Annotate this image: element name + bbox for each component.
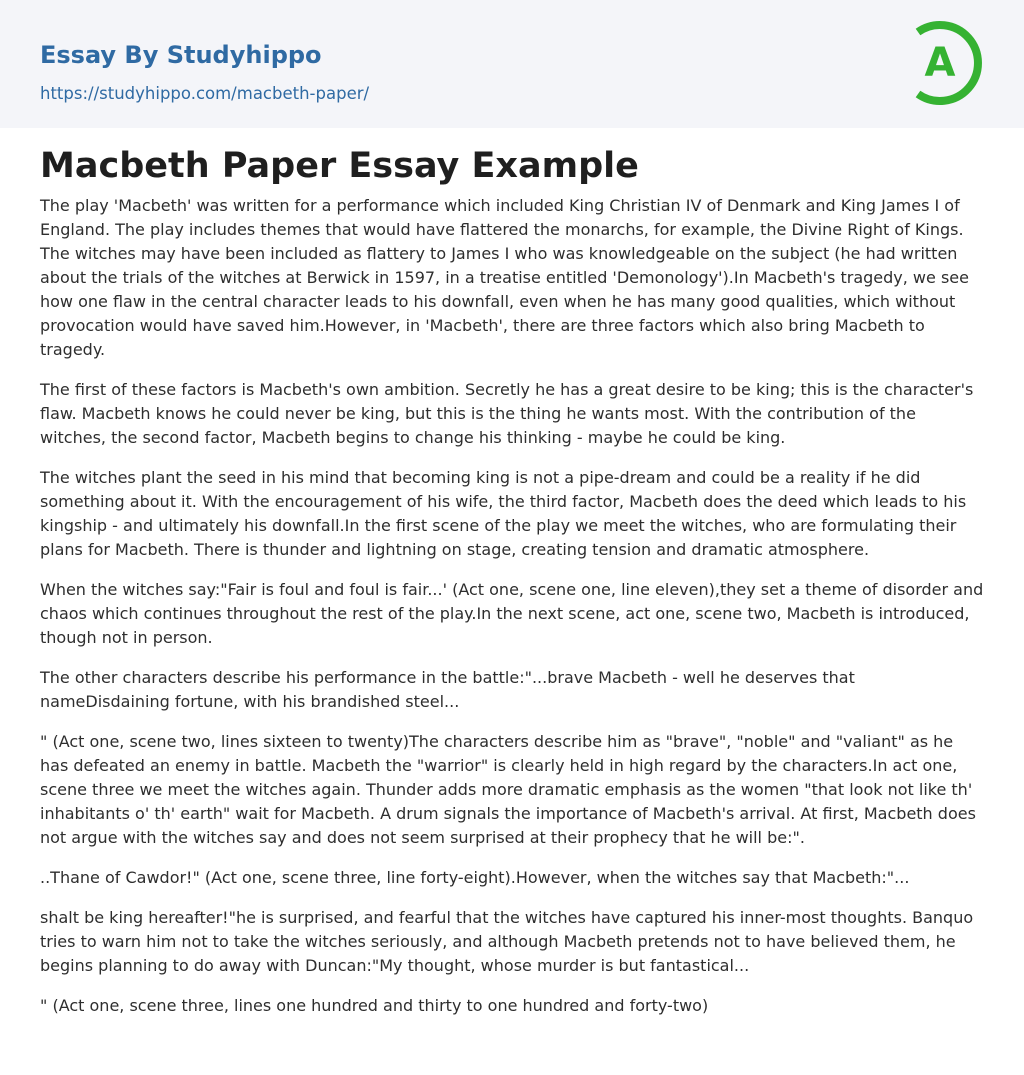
site-header — [0, 0, 1024, 128]
paragraph: The other characters describe his performance in the battle:"...brave Macbeth - well he deserves that nameDisdaining fortune, with his brandished steel... — [40, 668, 855, 711]
paragraph: ..Thane of Cawdor!" (Act one, scene three, line forty-eight).However, when the witches say that Macbeth:"... — [40, 868, 910, 887]
paragraph: When the witches say:"Fair is foul and foul is fair...' (Act one, scene one, line eleven),they set a theme of disorder and chaos which continues throughout the rest of the play.In the next scene, act one, scene two, Macbeth is introduced, though not in person. — [40, 580, 984, 647]
paragraph: shalt be king hereafter!"he is surprised, and fearful that the witches have captured his inner-most thoughts. Banquo tries to warn him not to take the witches seriously, and although Macbeth pretends not to have believed them, he begins planning to do away with Duncan:"My thought, whose murder is but fantastical... — [40, 908, 974, 975]
page-title: Macbeth Paper Essay Example — [40, 146, 639, 186]
brand-title: Essay By Studyhippo — [40, 41, 322, 69]
paragraph: The play 'Macbeth' was written for a performance which included King Christian IV of Denmark and King James I of England. The play includes themes that would have flattered the monarchs, for example, the Divine Right of Kings. The witches may have been included as flattery to James I who was knowledgeable on the subject (he had written about the trials of the witches at Berwick in 1597, in a treatise entitled 'Demonology').In Macbeth's tragedy, we see how one flaw in the central character leads to his downfall, even when he has many good qualities, which without provocation would have saved him.However, in 'Macbeth', there are three factors which also bring Macbeth to tragedy. — [40, 196, 969, 359]
logo-letter: A — [924, 40, 956, 86]
studyhippo-logo-icon — [906, 18, 988, 108]
essay-body — [40, 194, 985, 1034]
source-url-link[interactable]: https://studyhippo.com/macbeth-paper/ — [40, 84, 370, 103]
paragraph: " (Act one, scene three, lines one hundred and thirty to one hundred and forty-two) — [40, 996, 709, 1015]
paragraph: The witches plant the seed in his mind that becoming king is not a pipe-dream and could be a reality if he did something about it. With the encouragement of his wife, the third factor, Macbeth does the deed which leads to his kingship - and ultimately his downfall.In the first scene of the play we meet the witches, who are formulating their plans for Macbeth. There is thunder and lightning on stage, creating tension and dramatic atmosphere. — [40, 468, 967, 559]
paragraph: The first of these factors is Macbeth's own ambition. Secretly he has a great desire to be king; this is the character's flaw. Macbeth knows he could never be king, but this is the thing he wants most. With the contribution of the witches, the second factor, Macbeth begins to change his thinking - maybe he could be king. — [40, 380, 974, 447]
paragraph: " (Act one, scene two, lines sixteen to twenty)The characters describe him as "brave", "noble" and "valiant" as he has defeated an enemy in battle. Macbeth the "warrior" is clearly held in high regard by the characters.In act one, scene three we meet the witches again. Thunder adds more dramatic emphasis as the women "that look not like th' inhabitants o' th' earth" wait for Macbeth. A drum signals the importance of Macbeth's arrival. At first, Macbeth does not argue with the witches say and does not seem surprised at their prophecy that he will be:". — [40, 732, 976, 847]
